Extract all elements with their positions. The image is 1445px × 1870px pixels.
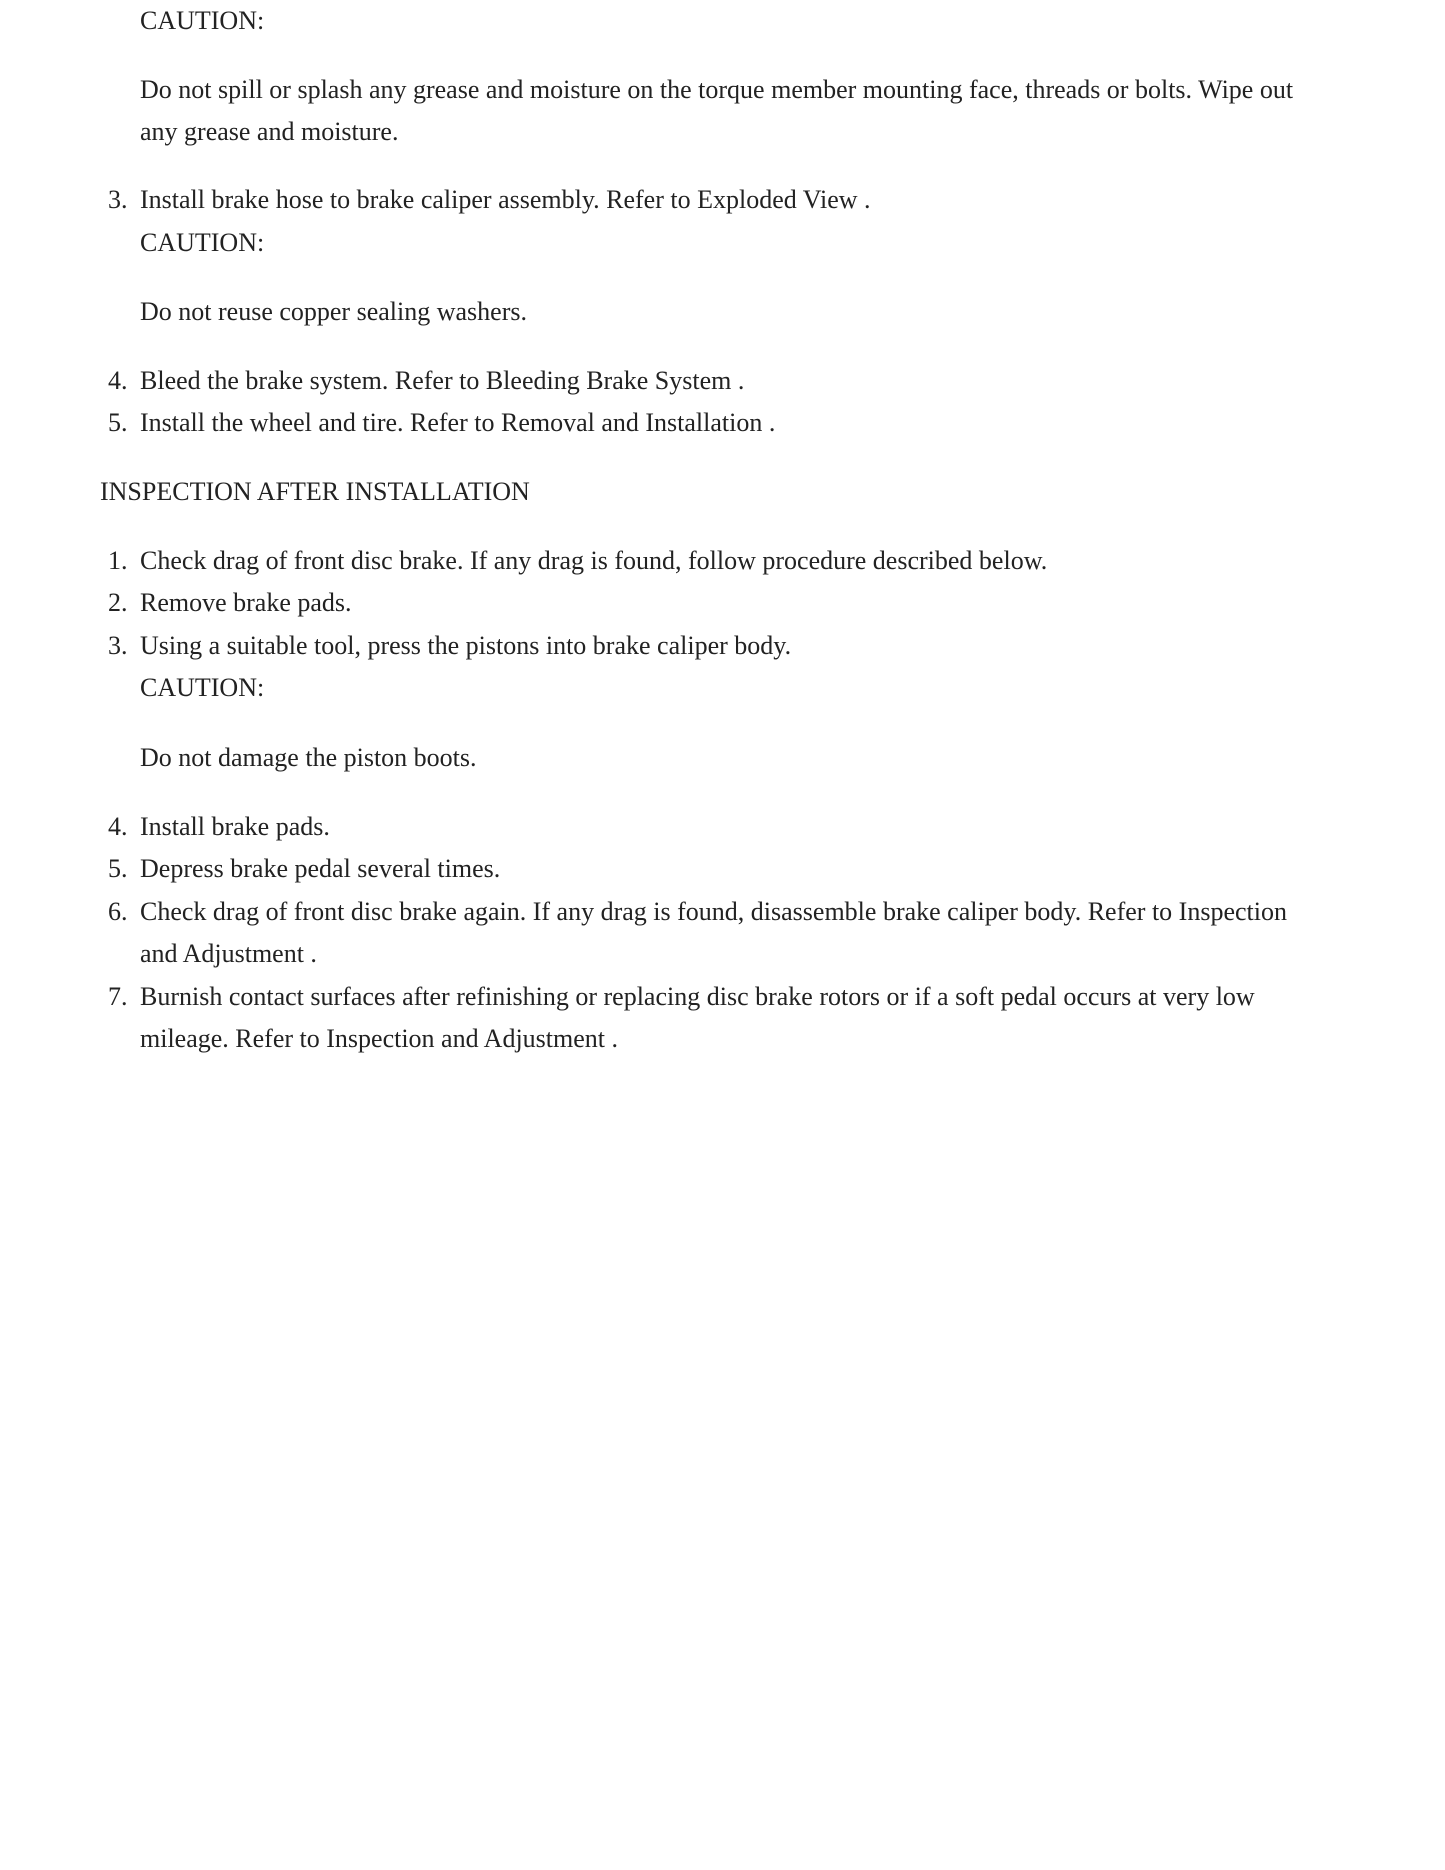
section-heading: INSPECTION AFTER INSTALLATION [100,477,530,506]
caution-label: CAUTION: [140,228,265,257]
step-number: 7. [108,982,128,1011]
caution-label: CAUTION: [140,6,265,35]
inspection-step-3: Using a suitable tool, press the pistons into brake caliper body. [140,631,792,660]
step-number: 3. [108,631,128,660]
install-step-5: Install the wheel and tire. Refer to Removal and Installation . [140,408,776,437]
inspection-step-6: Check drag of front disc brake again. If any drag is found, disassemble brake caliper body. Refer to Inspection [140,897,1287,926]
inspection-step-7-cont: mileage. Refer to Inspection and Adjustment . [140,1024,618,1053]
install-step-3: Install brake hose to brake caliper assembly. Refer to Exploded View . [140,185,871,214]
step-number: 2. [108,588,128,617]
inspection-step-1: Check drag of front disc brake. If any drag is found, follow procedure described below. [140,546,1048,575]
caution-text: Do not spill or splash any grease and moisture on the torque member mounting face, threads or bolts. Wipe out [140,75,1294,104]
caution-text: any grease and moisture. [140,117,399,146]
step-number: 4. [108,366,128,395]
step-number: 6. [108,897,128,926]
inspection-step-7: Burnish contact surfaces after refinishing or replacing disc brake rotors or if a soft pedal occurs at very low [140,982,1255,1011]
step-number: 3. [108,185,128,214]
install-step-4: Bleed the brake system. Refer to Bleeding Brake System . [140,366,745,395]
caution-text: Do not damage the piston boots. [140,743,477,772]
caution-label: CAUTION: [140,673,265,702]
inspection-step-4: Install brake pads. [140,812,330,841]
step-number: 5. [108,408,128,437]
step-number: 4. [108,812,128,841]
inspection-step-2: Remove brake pads. [140,588,352,617]
step-number: 1. [108,546,128,575]
caution-text: Do not reuse copper sealing washers. [140,297,527,326]
inspection-step-6-cont: and Adjustment . [140,939,317,968]
step-number: 5. [108,854,128,883]
inspection-step-5: Depress brake pedal several times. [140,854,501,883]
